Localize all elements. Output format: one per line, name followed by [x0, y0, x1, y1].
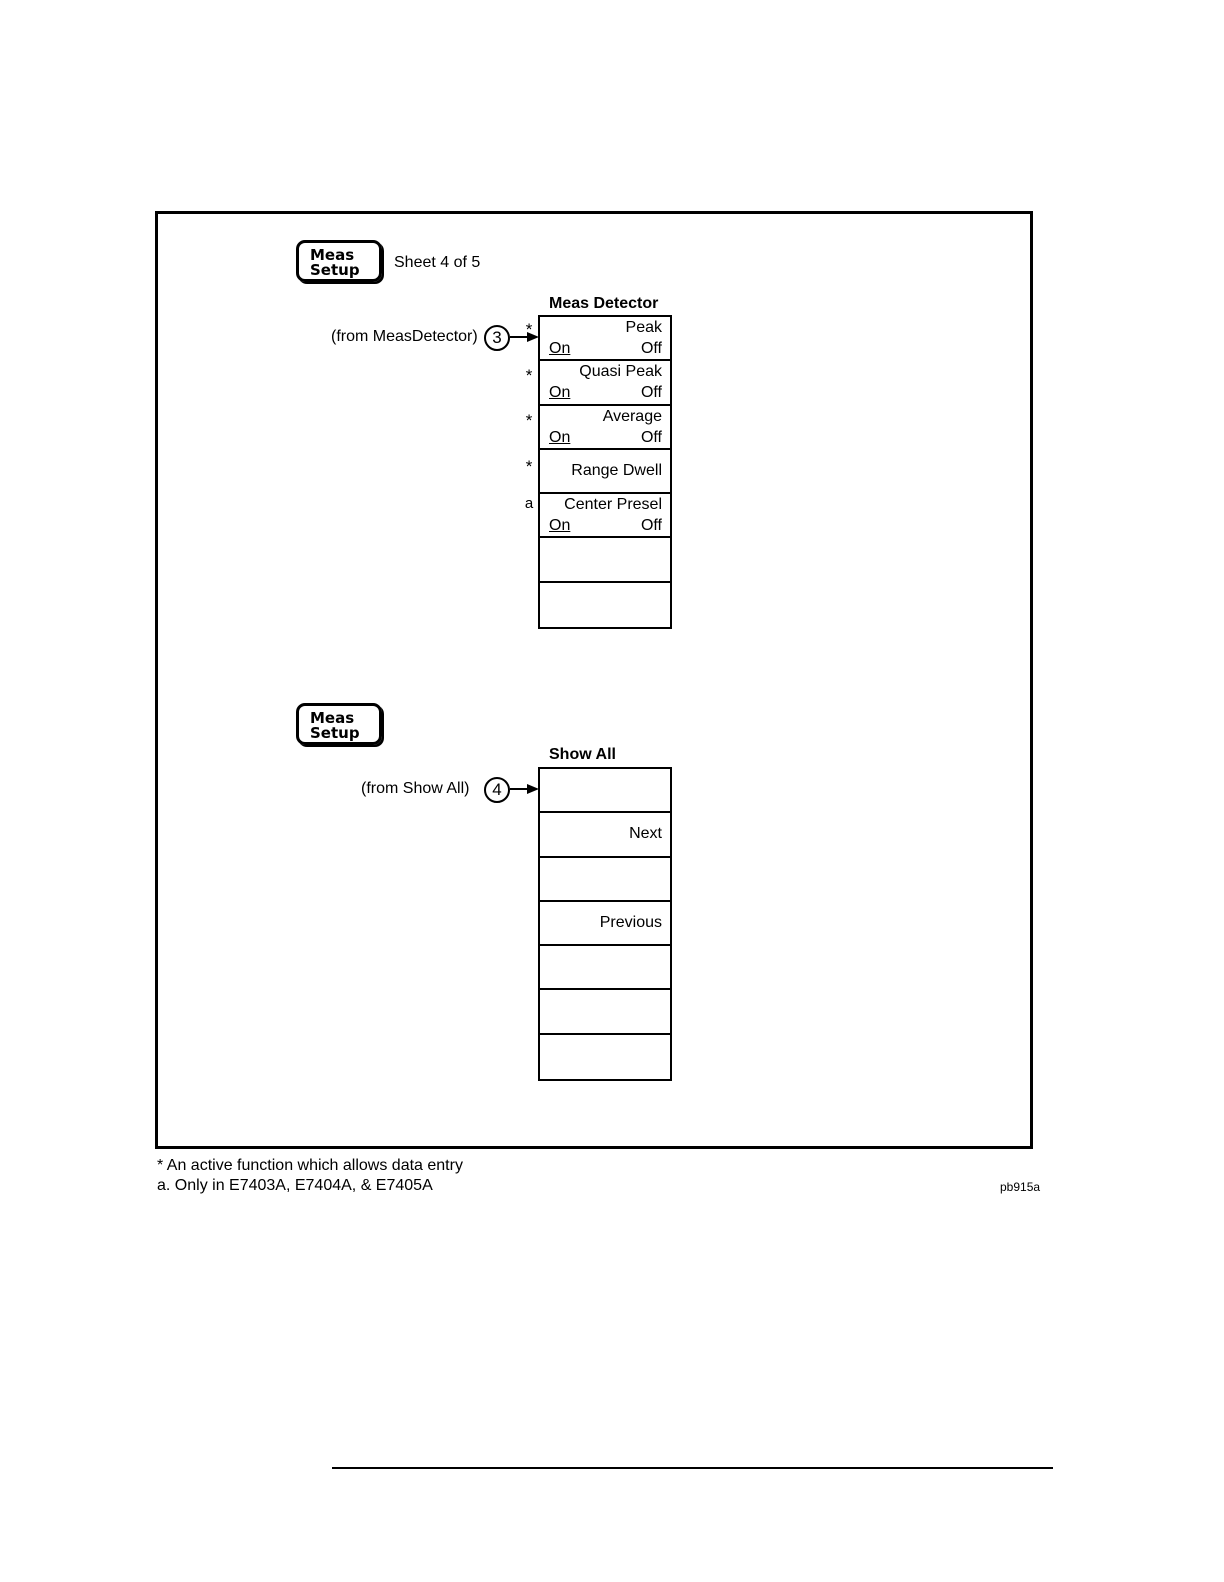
key-line2: Setup	[310, 261, 360, 279]
softkey-range-dwell[interactable]	[540, 450, 670, 494]
softkey-blank[interactable]	[540, 858, 670, 902]
softkey-label: Peak	[625, 319, 662, 336]
meas-detector-title: Meas Detector	[549, 295, 659, 312]
softkey-label: Next	[629, 825, 662, 843]
softkey-previous[interactable]	[540, 902, 670, 946]
softkey-off-option: Off	[640, 384, 662, 402]
softkey-peak[interactable]	[540, 317, 670, 361]
softkey-off-option: Off	[640, 340, 662, 357]
show-all-menu	[538, 767, 672, 1081]
softkey-label: Previous	[599, 913, 662, 931]
softkey-on-option: On	[549, 384, 571, 402]
softkey-on-option: On	[549, 517, 571, 535]
from-meas-detector-label: (from MeasDetector)	[331, 328, 478, 345]
softkey-average[interactable]	[540, 406, 670, 450]
softkey-blank[interactable]	[540, 769, 670, 813]
active-function-marker: *	[525, 320, 533, 339]
footnote-active-function: * An active function which allows data entry	[157, 1157, 463, 1174]
key-line2: Setup	[310, 724, 360, 742]
key-line1: Meas	[310, 709, 355, 727]
softkey-quasi-peak[interactable]	[540, 361, 670, 405]
softkey-blank[interactable]	[540, 583, 670, 627]
show-all-title: Show All	[549, 746, 616, 763]
figure-id: pb915a	[1000, 1180, 1041, 1194]
meas-detector-menu	[538, 315, 672, 629]
softkey-center-presel[interactable]	[540, 494, 670, 538]
sheet-label: Sheet 4 of 5	[394, 254, 481, 271]
connector-4-icon: 4	[484, 777, 510, 803]
connector-4-arrow-line	[510, 788, 528, 790]
softkey-blank[interactable]	[540, 990, 670, 1034]
softkey-blank[interactable]	[540, 946, 670, 990]
footnote-model-note: a. Only in E7403A, E7404A, & E7405A	[157, 1177, 433, 1194]
softkey-label: Average	[602, 407, 662, 425]
key-line1: Meas	[310, 246, 355, 264]
from-show-all-label: (from Show All)	[361, 780, 470, 797]
softkey-label: Center Presel	[564, 496, 662, 514]
active-function-marker: *	[525, 457, 533, 476]
softkey-blank[interactable]	[540, 1035, 670, 1079]
model-note-marker: a	[524, 495, 534, 512]
active-function-marker: *	[525, 366, 533, 385]
softkey-on-option: On	[549, 340, 571, 357]
softkey-off-option: Off	[640, 428, 662, 446]
meas-setup-key-bottom[interactable]	[296, 703, 382, 745]
connector-3-icon: 3	[484, 325, 510, 351]
page-rule	[332, 1467, 1053, 1469]
softkey-label: Range Dwell	[571, 461, 662, 479]
softkey-label: Quasi Peak	[579, 363, 662, 381]
softkey-off-option: Off	[640, 517, 662, 535]
softkey-on-option: On	[549, 428, 571, 446]
softkey-blank[interactable]	[540, 538, 670, 582]
meas-setup-key-top[interactable]	[296, 240, 382, 282]
softkey-next[interactable]	[540, 813, 670, 857]
active-function-marker: *	[525, 411, 533, 430]
